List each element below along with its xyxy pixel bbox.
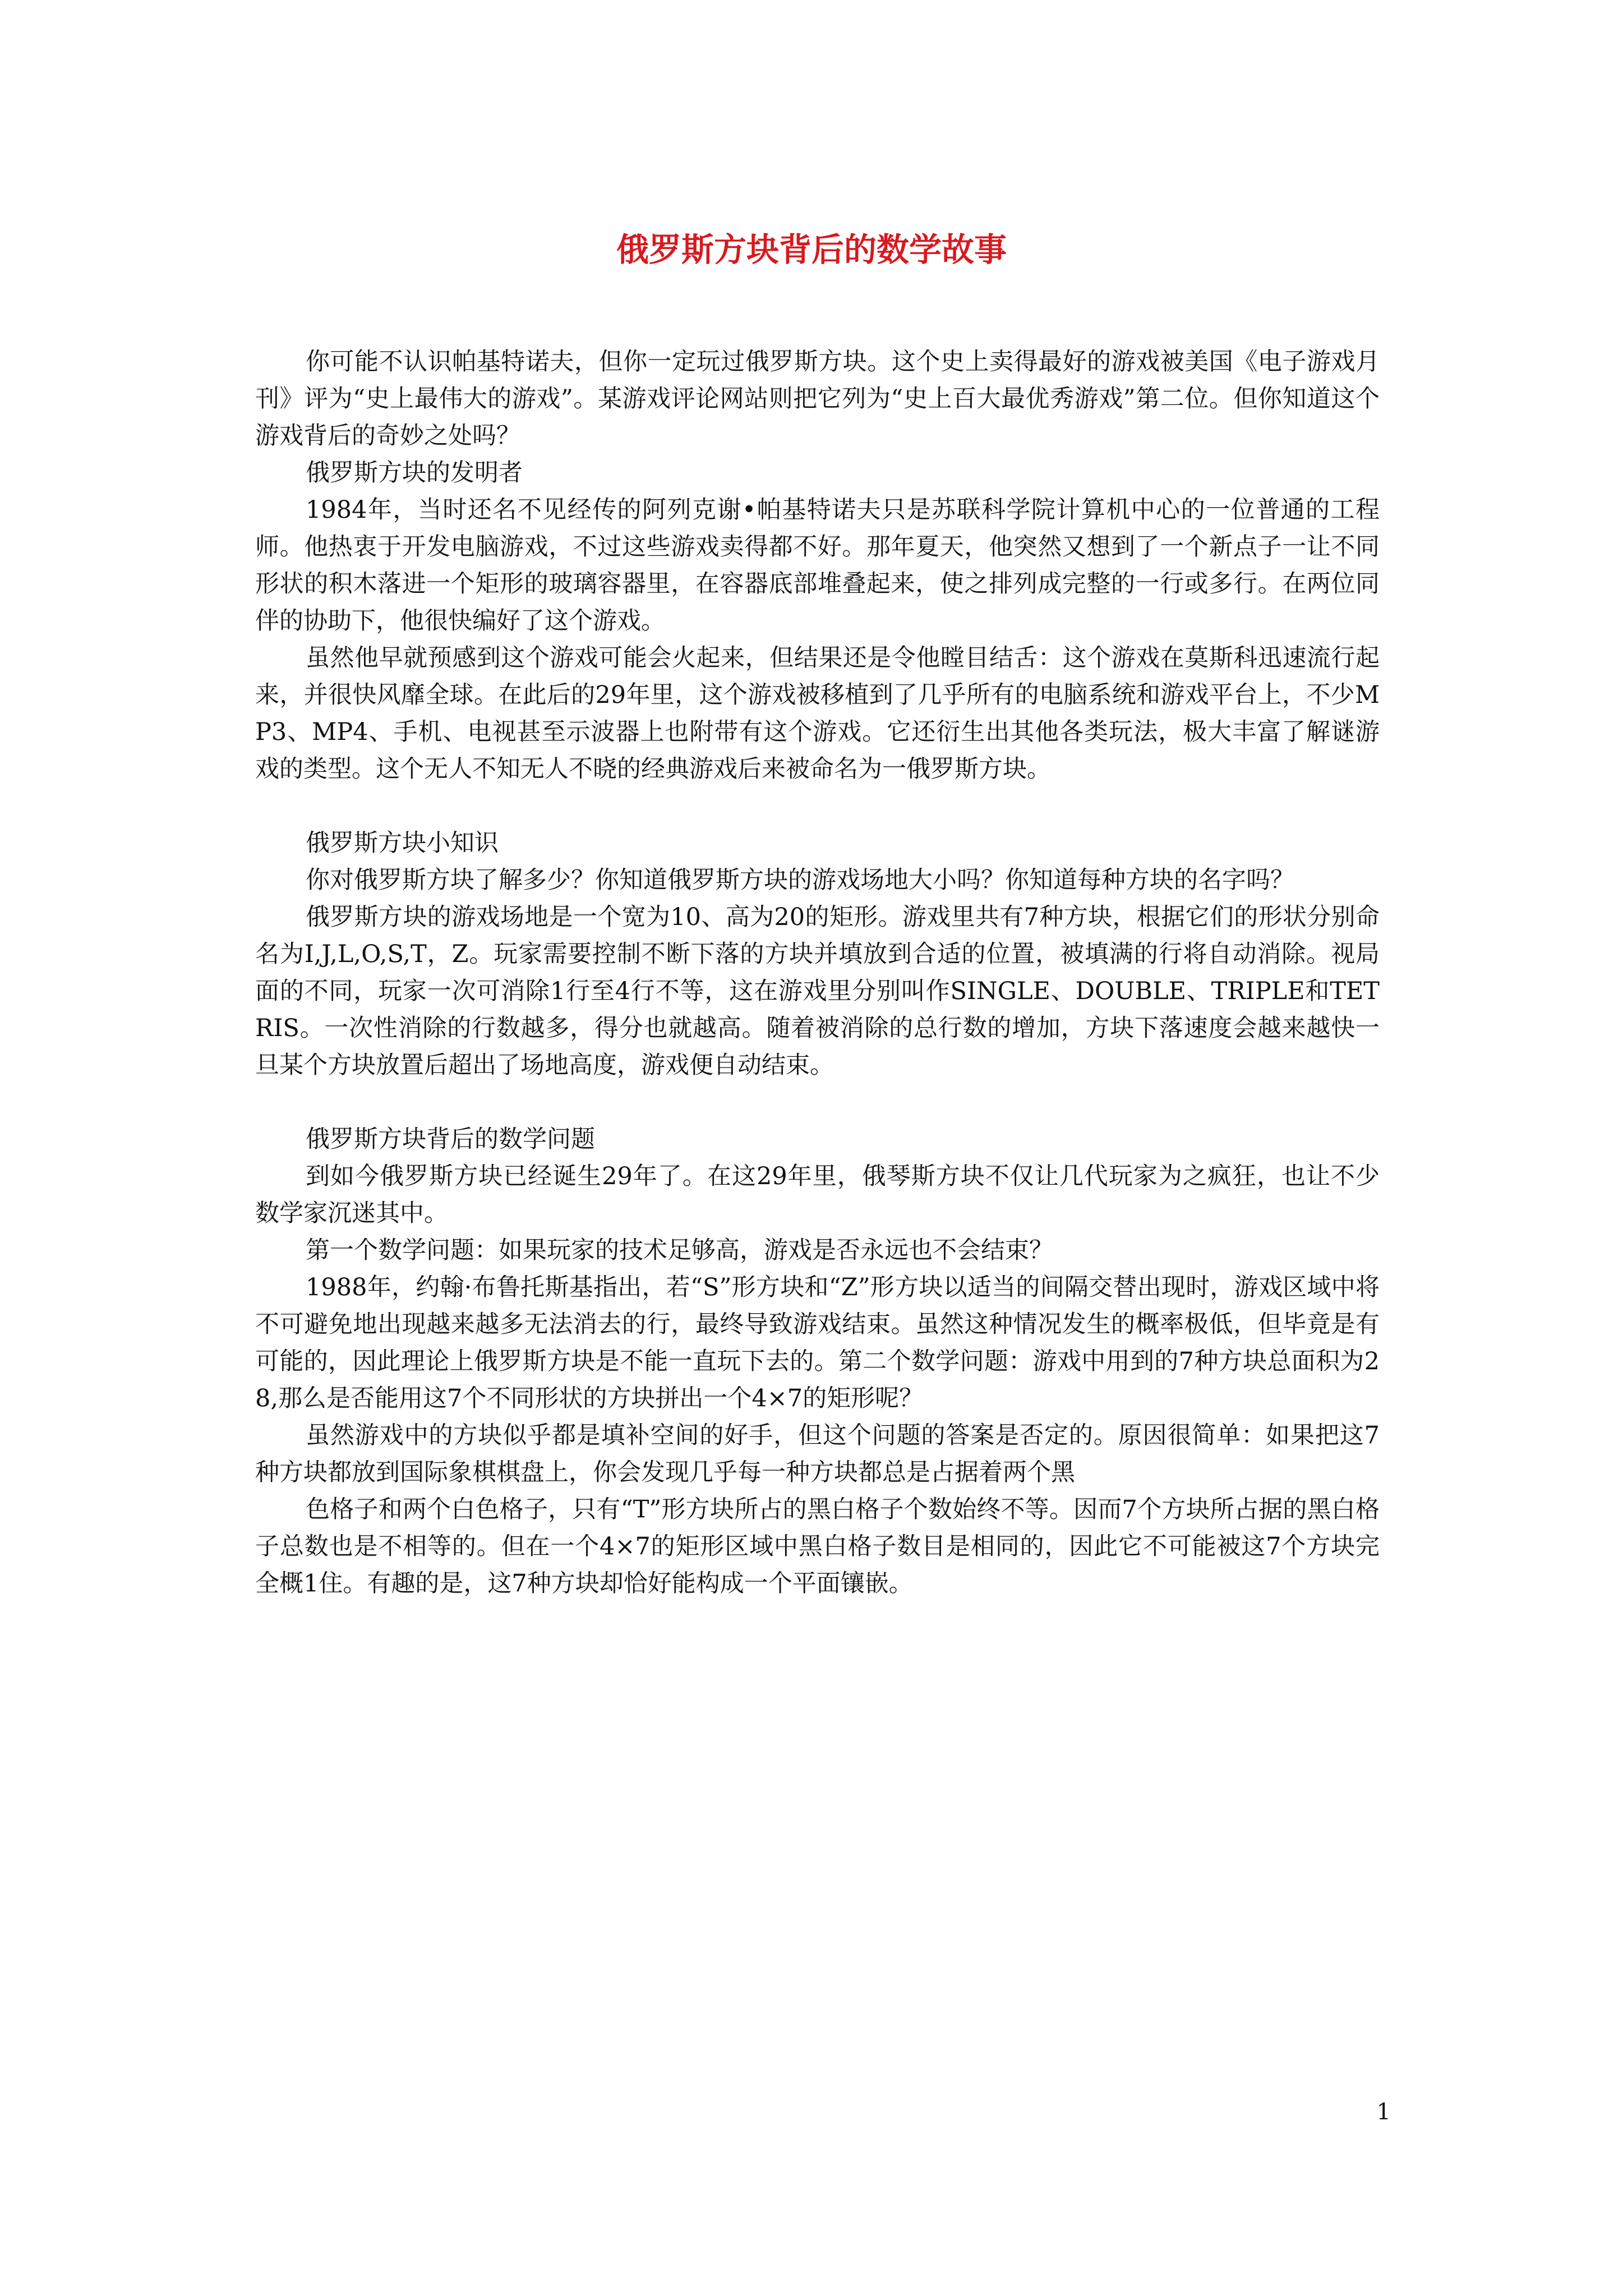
document-title: 俄罗斯方块背后的数学故事 [616,231,1007,269]
intro-paragraph: 你可能不认识帕基特诺夫，但你一定玩过俄罗斯方块。这个史上卖得最好的游戏被美国《电子游戏月刊》评为“史上最伟大的游戏”。某游戏评论网站则把它列为“史上百大最优秀游戏”第二位。但你知道这个游戏背后的奇妙之处吗？ [255,348,1380,450]
math-paragraph-5: 色格子和两个白色格子，只有“T”形方块所占的黑白格子个数始终不等。因而7个方块所占据的黑白格子总数也是不相等的。但在一个4×7的矩形区域中黑白格子数目是相同的，因此它不可能被这7个方块完全概1住。有趣的是，这7种方块却恰好能构成一个平面镶嵌。 [255,1496,1380,1598]
math-paragraph-4: 虽然游戏中的方块似乎都是填补空间的好手，但这个问题的答案是否定的。原因很简单：如果把这7种方块都放到国际象棋棋盘上，你会发现几乎每一种方块都总是占据着两个黑 [255,1421,1380,1487]
section-heading-inventor: 俄罗斯方块的发明者 [306,459,523,487]
page-number: 1 [1376,2099,1391,2125]
paragraph-gap [255,1084,1380,1121]
paragraph-gap [255,788,1380,825]
section-heading-trivia: 俄罗斯方块小知识 [306,829,499,857]
document-body [255,343,1380,1602]
section-heading-math: 俄罗斯方块背后的数学问题 [306,1125,595,1153]
math-paragraph-2: 第一个数学问题：如果玩家的技术足够高，游戏是否永远也不会结束？ [306,1236,1053,1264]
math-paragraph-3: 1988年，约翰·布鲁托斯基指出，若“S”形方块和“Z”形方块以适当的间隔交替出现时，游戏区域中将不可避免地出现越来越多无法消去的行，最终导致游戏结束。虽然这种情况发生的概率极低，但毕竟是有可能的，因此理论上俄罗斯方块是不能一直玩下去的。第二个数学问题：游戏中用到的7种方块总面积为28,那么是否能用这7个不同形状的方块拼出一个4×7的矩形呢？ [255,1273,1380,1412]
trivia-paragraph-1: 你对俄罗斯方块了解多少？你知道俄罗斯方块的游戏场地大小吗？你知道每种方块的名字吗？ [306,866,1294,894]
trivia-paragraph-2: 俄罗斯方块的游戏场地是一个宽为10、高为20的矩形。游戏里共有7种方块，根据它们的形状分别命名为I,J,L,O,S,T，Z。玩家需要控制不断下落的方块并填放到合适的位置，被填满的行将自动消除。视局面的不同，玩家一次可消除1行至4行不等，这在游戏里分别叫作SINGLE、DOUBLE、TRIPLE和TETRIS。一次性消除的行数越多，得分也就越高。随着被消除的总行数的增加，方块下落速度会越来越快一旦某个方块放置后超出了场地高度，游戏便自动结束。 [255,903,1380,1079]
inventor-paragraph-1: 1984年，当时还名不见经传的阿列克谢•帕基特诺夫只是苏联科学院计算机中心的一位普通的工程师。他热衷于开发电脑游戏，不过这些游戏卖得都不好。那年夏天，他突然又想到了一个新点子一让不同形状的积木落进一个矩形的玻璃容器里，在容器底部堆叠起来，使之排列成完整的一行或多行。在两位同伴的协助下，他很快编好了这个游戏。 [255,496,1380,635]
math-paragraph-1: 到如今俄罗斯方块已经诞生29年了。在这29年里，俄琴斯方块不仅让几代玩家为之疯狂，也让不少数学家沉迷其中。 [255,1162,1380,1227]
inventor-paragraph-2: 虽然他早就预感到这个游戏可能会火起来，但结果还是令他瞠目结舌：这个游戏在莫斯科迅速流行起来，并很快风靡全球。在此后的29年里，这个游戏被移植到了几乎所有的电脑系统和游戏平台上，不少MP3、MP4、手机、电视甚至示波器上也附带有这个游戏。它还衍生出其他各类玩法，极大丰富了解谜游戏的类型。这个无人不知无人不晓的经典游戏后来被命名为一俄罗斯方块。 [255,644,1380,783]
